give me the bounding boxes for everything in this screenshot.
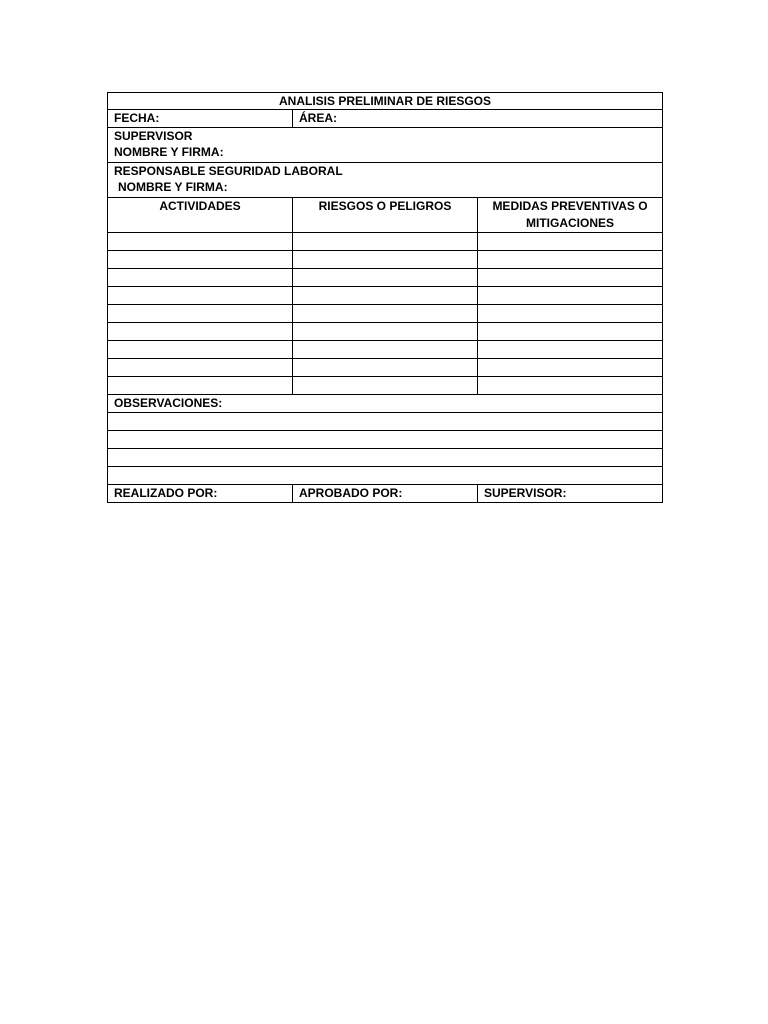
table-row [108, 305, 663, 323]
observation-row [108, 413, 663, 431]
area-field[interactable] [293, 110, 663, 128]
measure-cell[interactable] [478, 305, 663, 323]
measure-cell[interactable] [478, 323, 663, 341]
measure-cell[interactable] [478, 287, 663, 305]
table-row [108, 287, 663, 305]
activity-cell[interactable] [108, 269, 293, 287]
table-row [108, 269, 663, 287]
risk-cell[interactable] [293, 341, 478, 359]
responsable-field[interactable] [108, 163, 663, 198]
measure-cell[interactable] [478, 269, 663, 287]
observation-line[interactable] [108, 467, 663, 485]
activity-cell[interactable] [108, 359, 293, 377]
supervisor-sign-field[interactable] [478, 485, 663, 503]
realizado-label: REALIZADO POR: [114, 486, 218, 500]
supervisor-name-label: NOMBRE Y FIRMA: [114, 145, 224, 159]
table-row [108, 359, 663, 377]
measure-cell[interactable] [478, 341, 663, 359]
risk-cell[interactable] [293, 233, 478, 251]
activity-cell[interactable] [108, 341, 293, 359]
fecha-field[interactable] [108, 110, 293, 128]
measure-cell[interactable] [478, 233, 663, 251]
column-header-activities: ACTIVIDADES [108, 198, 293, 233]
observaciones-header: OBSERVACIONES: [108, 395, 663, 413]
aprobado-label: APROBADO POR: [299, 486, 403, 500]
measure-cell[interactable] [478, 251, 663, 269]
activity-cell[interactable] [108, 287, 293, 305]
responsable-name-label: NOMBRE Y FIRMA: [118, 180, 228, 194]
measure-cell[interactable] [478, 377, 663, 395]
table-row [108, 323, 663, 341]
activity-cell[interactable] [108, 233, 293, 251]
activity-cell[interactable] [108, 251, 293, 269]
risk-cell[interactable] [293, 269, 478, 287]
supervisor-sign-label: SUPERVISOR: [484, 486, 567, 500]
supervisor-label: SUPERVISOR [114, 129, 193, 143]
supervisor-field[interactable] [108, 128, 663, 163]
realizado-field[interactable] [108, 485, 293, 503]
table-row [108, 233, 663, 251]
risk-cell[interactable] [293, 359, 478, 377]
risk-cell[interactable] [293, 377, 478, 395]
observation-line[interactable] [108, 413, 663, 431]
aprobado-field[interactable] [293, 485, 478, 503]
responsable-label: RESPONSABLE SEGURIDAD LABORAL [114, 164, 343, 178]
activity-cell[interactable] [108, 305, 293, 323]
observation-row [108, 431, 663, 449]
area-label: ÁREA: [299, 111, 337, 125]
table-row [108, 251, 663, 269]
measure-cell[interactable] [478, 359, 663, 377]
fecha-label: FECHA: [114, 111, 160, 125]
observation-line[interactable] [108, 449, 663, 467]
column-header-measures: MEDIDAS PREVENTIVAS O MITIGACIONES [478, 198, 663, 233]
table-row [108, 341, 663, 359]
risk-cell[interactable] [293, 251, 478, 269]
risk-analysis-form [107, 92, 663, 503]
risk-cell[interactable] [293, 323, 478, 341]
activity-cell[interactable] [108, 323, 293, 341]
risk-cell[interactable] [293, 287, 478, 305]
form-title: ANALISIS PRELIMINAR DE RIESGOS [108, 93, 663, 110]
column-header-risks: RIESGOS O PELIGROS [293, 198, 478, 233]
observation-row [108, 449, 663, 467]
observation-line[interactable] [108, 431, 663, 449]
risk-cell[interactable] [293, 305, 478, 323]
observation-row [108, 467, 663, 485]
activity-cell[interactable] [108, 377, 293, 395]
table-row [108, 377, 663, 395]
